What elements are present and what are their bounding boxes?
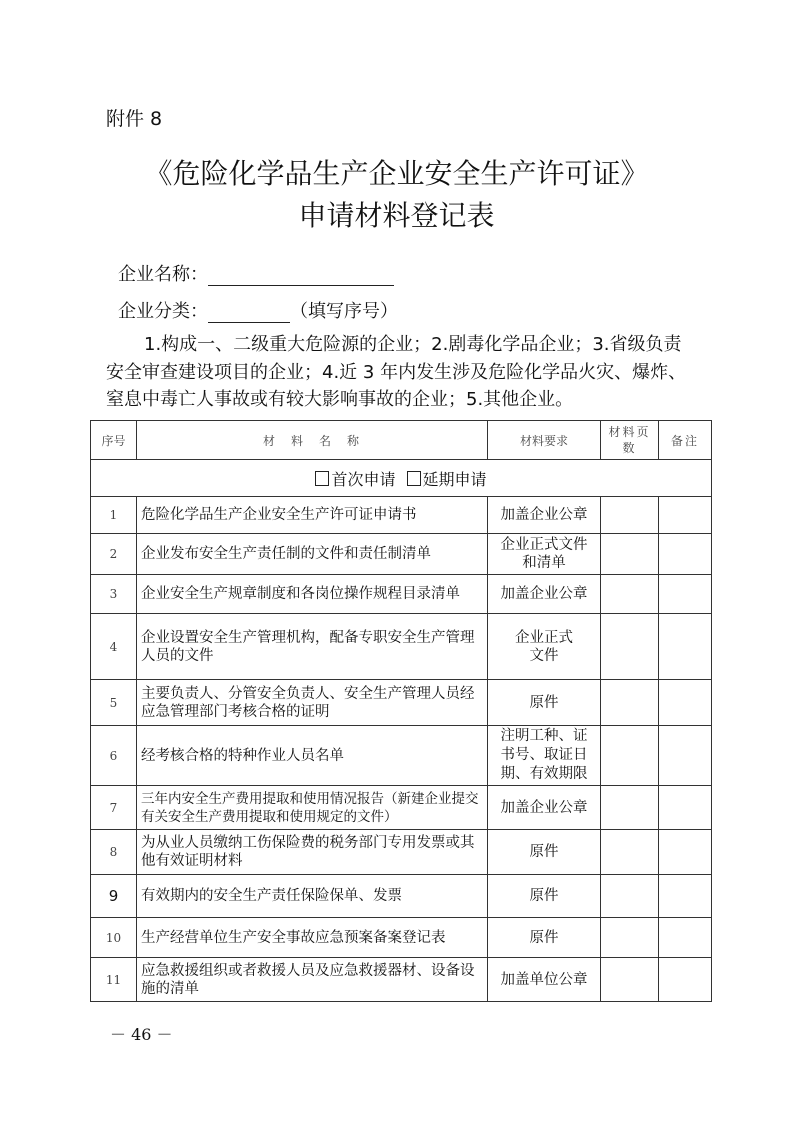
- material-name: 企业发布安全生产责任制的文件和责任制清单: [137, 534, 488, 575]
- row-no: 6: [91, 726, 137, 786]
- row-no: 1: [91, 497, 137, 534]
- company-type-blank[interactable]: [208, 302, 290, 323]
- pages-cell[interactable]: [601, 726, 659, 786]
- material-name: 有效期内的安全生产责任保险保单、发票: [137, 875, 488, 918]
- material-name: 生产经营单位生产安全事故应急预案备案登记表: [137, 918, 488, 958]
- material-name: 企业设置安全生产管理机构，配备专职安全生产管理人员的文件: [137, 614, 488, 680]
- table-header-row: [91, 421, 712, 460]
- header-requirement: 材料要求: [488, 421, 601, 460]
- header-pages: 材料页数: [601, 421, 659, 460]
- material-name: 三年内安全生产费用提取和使用情况报告（新建企业提交有关安全生产费用提取和使用规定的文件）: [137, 786, 488, 830]
- row-no: 8: [91, 830, 137, 875]
- material-requirement: 企业正式文件: [488, 614, 601, 680]
- header-no: 序号: [91, 421, 137, 460]
- remarks-cell[interactable]: [659, 534, 712, 575]
- table-row: [91, 875, 712, 918]
- remarks-cell[interactable]: [659, 497, 712, 534]
- table-row: [91, 958, 712, 1002]
- company-type-field: [118, 297, 398, 323]
- material-requirement: 原件: [488, 830, 601, 875]
- header-remarks: 备注: [659, 421, 712, 460]
- table-row: [91, 534, 712, 575]
- remarks-cell[interactable]: [659, 918, 712, 958]
- remarks-cell[interactable]: [659, 614, 712, 680]
- row-no: 9: [91, 875, 137, 918]
- row-no: 7: [91, 786, 137, 830]
- registration-table: [90, 420, 712, 1002]
- row-no: 4: [91, 614, 137, 680]
- first-application-checkbox[interactable]: [315, 471, 329, 486]
- extension-application-label: 延期申请: [422, 469, 487, 489]
- row-no: 5: [91, 680, 137, 726]
- table-row: [91, 614, 712, 680]
- category-description: 1.构成一、二级重大危险源的企业；2.剧毒化学品企业；3.省级负责安全审查建设项目的企业；4.近 3 年内发生涉及危险化学品火灾、爆炸、窒息中毒亡人事故或有较大影响事故的企业；5.其他企业。: [106, 334, 687, 410]
- pages-cell[interactable]: [601, 614, 659, 680]
- row-no: 2: [91, 534, 137, 575]
- pages-cell[interactable]: [601, 575, 659, 614]
- pages-cell[interactable]: [601, 958, 659, 1002]
- pages-cell[interactable]: [601, 918, 659, 958]
- first-application-label: 首次申请: [331, 469, 396, 489]
- application-type-row: [91, 460, 712, 497]
- table-row: [91, 830, 712, 875]
- attachment-label: 附件 8: [106, 108, 163, 130]
- material-requirement: 加盖企业公章: [488, 786, 601, 830]
- material-name: 企业安全生产规章制度和各岗位操作规程目录清单: [137, 575, 488, 614]
- table-row: [91, 786, 712, 830]
- pages-cell[interactable]: [601, 497, 659, 534]
- remarks-cell[interactable]: [659, 575, 712, 614]
- pages-cell[interactable]: [601, 830, 659, 875]
- table-row: [91, 726, 712, 786]
- material-name: 经考核合格的特种作业人员名单: [137, 726, 488, 786]
- remarks-cell[interactable]: [659, 786, 712, 830]
- pages-cell[interactable]: [601, 786, 659, 830]
- pages-cell[interactable]: [601, 875, 659, 918]
- row-no: 11: [91, 958, 137, 1002]
- material-requirement: 加盖企业公章: [488, 575, 601, 614]
- company-name-blank[interactable]: [208, 265, 394, 286]
- remarks-cell[interactable]: [659, 958, 712, 1002]
- company-type-hint: （填写序号）: [290, 301, 398, 322]
- extension-application-checkbox[interactable]: [407, 471, 421, 486]
- material-name: 为从业人员缴纳工伤保险费的税务部门专用发票或其他有效证明材料: [137, 830, 488, 875]
- material-name: 危险化学品生产企业安全生产许可证申请书: [137, 497, 488, 534]
- remarks-cell[interactable]: [659, 875, 712, 918]
- pages-cell[interactable]: [601, 680, 659, 726]
- material-requirement: 企业正式文件和清单: [488, 534, 601, 575]
- material-name: 应急救援组织或者救援人员及应急救援器材、设备设施的清单: [137, 958, 488, 1002]
- row-no: 3: [91, 575, 137, 614]
- page-number: － 46 －: [110, 1025, 173, 1044]
- material-requirement: 加盖企业公章: [488, 497, 601, 534]
- table-row: [91, 918, 712, 958]
- application-type-cell: [91, 460, 712, 497]
- document-subtitle: 申请材料登记表: [298, 199, 495, 232]
- remarks-cell[interactable]: [659, 726, 712, 786]
- remarks-cell[interactable]: [659, 830, 712, 875]
- document-title: 《危险化学品生产企业安全生产许可证》: [144, 157, 649, 190]
- material-requirement: 原件: [488, 875, 601, 918]
- material-requirement: 原件: [488, 918, 601, 958]
- material-requirement: 原件: [488, 680, 601, 726]
- row-no: 10: [91, 918, 137, 958]
- table-row: [91, 680, 712, 726]
- pages-cell[interactable]: [601, 534, 659, 575]
- table-row: [91, 575, 712, 614]
- company-name-field: [118, 260, 394, 286]
- material-name: 主要负责人、分管安全负责人、安全生产管理人员经应急管理部门考核合格的证明: [137, 680, 488, 726]
- company-name-label: 企业名称：: [118, 264, 208, 285]
- header-name: 材 料 名 称: [137, 421, 488, 460]
- company-type-label: 企业分类：: [118, 301, 208, 322]
- remarks-cell[interactable]: [659, 680, 712, 726]
- table-row: [91, 497, 712, 534]
- material-requirement: 注明工种、证书号、取证日期、有效期限: [488, 726, 601, 786]
- material-requirement: 加盖单位公章: [488, 958, 601, 1002]
